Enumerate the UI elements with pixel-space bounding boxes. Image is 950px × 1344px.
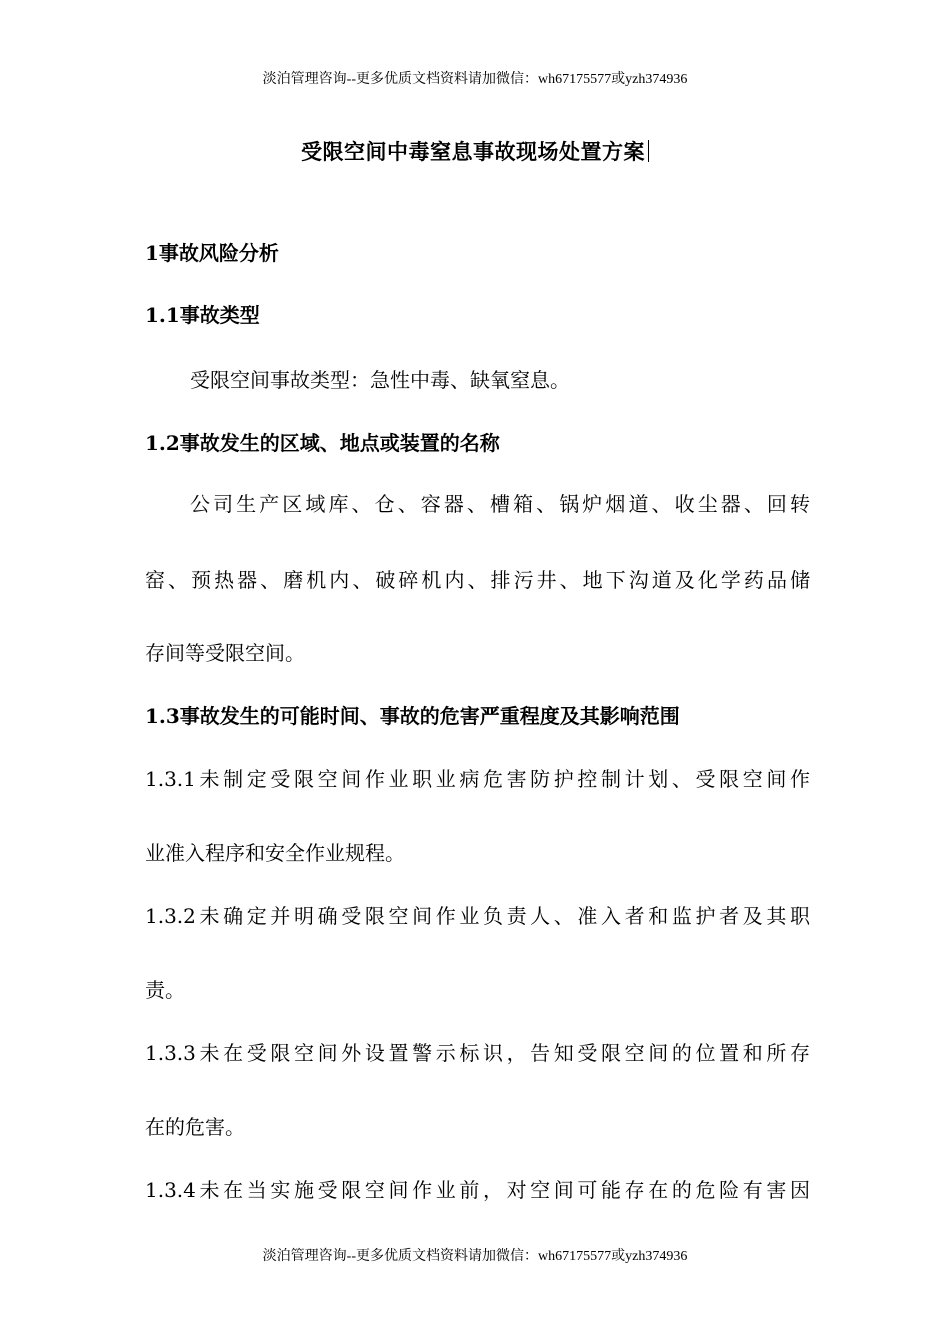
- section-1-heading: 1事故风险分析: [145, 241, 279, 265]
- text-cursor: [648, 140, 649, 162]
- item-1-3-2-line2: 责。: [145, 978, 185, 1002]
- section-1-1-body: 受限空间事故类型：急性中毒、缺氧窒息。: [190, 368, 570, 392]
- item-1-3-4-line1: 1.3.4未在当实施受限空间作业前，对空间可能存在的危险有害因: [145, 1178, 810, 1202]
- item-1-3-3-line2: 在的危害。: [145, 1115, 245, 1139]
- item-1-3-1-line1: 1.3.1未制定受限空间作业职业病危害防护控制计划、受限空间作: [145, 767, 810, 791]
- section-1-2-body-line: 公司生产区域库、仓、容器、槽箱、锅炉烟道、收尘器、回转: [190, 492, 810, 516]
- item-1-3-1-line2: 业准入程序和安全作业规程。: [145, 841, 405, 865]
- document-title-text: 受限空间中毒窒息事故现场处置方案: [301, 139, 645, 164]
- section-1-1-heading: 1.1事故类型: [145, 303, 260, 327]
- item-1-3-2-line1: 1.3.2未确定并明确受限空间作业负责人、准入者和监护者及其职: [145, 904, 810, 928]
- document-title: [0, 136, 950, 166]
- section-1-2-body-line: 存间等受限空间。: [145, 641, 305, 665]
- section-1-2-heading: 1.2事故发生的区域、地点或装置的名称: [145, 431, 500, 455]
- page-header: 淡泊管理咨询--更多优质文档资料请加微信：wh67175577或yzh374936: [262, 72, 688, 87]
- section-1-3-heading: 1.3事故发生的可能时间、事故的危害严重程度及其影响范围: [145, 704, 680, 728]
- item-1-3-3-line1: 1.3.3未在受限空间外设置警示标识，告知受限空间的位置和所存: [145, 1041, 810, 1065]
- page-footer: 淡泊管理咨询--更多优质文档资料请加微信：wh67175577或yzh374936: [262, 1249, 688, 1264]
- section-1-2-body-line: 窑、预热器、磨机内、破碎机内、排污井、地下沟道及化学药品储: [145, 568, 810, 592]
